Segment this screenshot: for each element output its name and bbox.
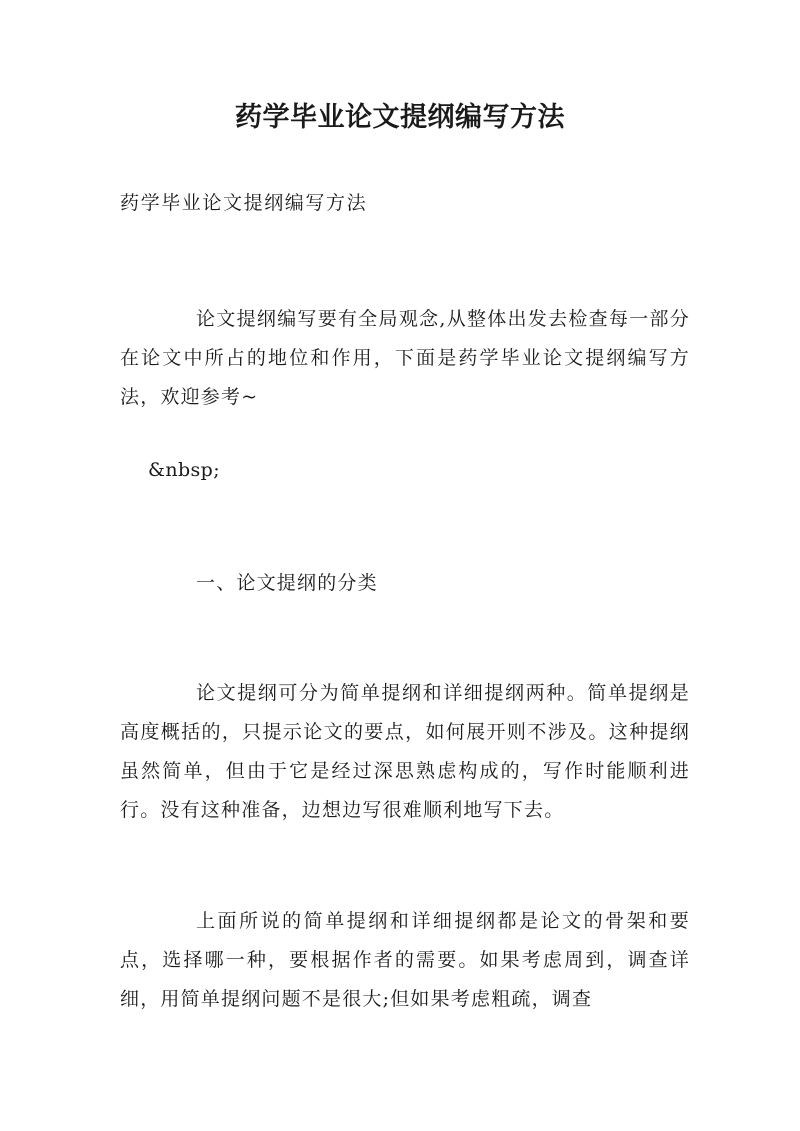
paragraph-nbsp: &nbsp;: [148, 459, 221, 481]
paragraph-outline-choice: 上面所说的简单提纲和详细提纲都是论文的骨架和要点，选择哪一种，要根据作者的需要。如果考虑周到，调查详细，用简单提纲问题不是很大;但如果考虑粗疏，调查: [120, 910, 690, 1010]
section-heading-classification: 一、论文提纲的分类: [196, 572, 378, 594]
paragraph-outline-types: 论文提纲可分为简单提纲和详细提纲两种。简单提纲是高度概括的，只提示论文的要点，如何展开则不涉及。这种提纲虽然简单，但由于它是经过深思熟虑构成的，写作时能顺利进行。没有这种准备，边想边写很难顺利地写下去。: [120, 682, 690, 821]
document-subtitle: 药学毕业论文提纲编写方法: [120, 192, 368, 214]
paragraph-intro: 论文提纲编写要有全局观念,从整体出发去检查每一部分在论文中所占的地位和作用，下面是药学毕业论文提纲编写方法，欢迎参考~: [120, 308, 690, 408]
document-title: 药学毕业论文提纲编写方法: [235, 102, 565, 133]
